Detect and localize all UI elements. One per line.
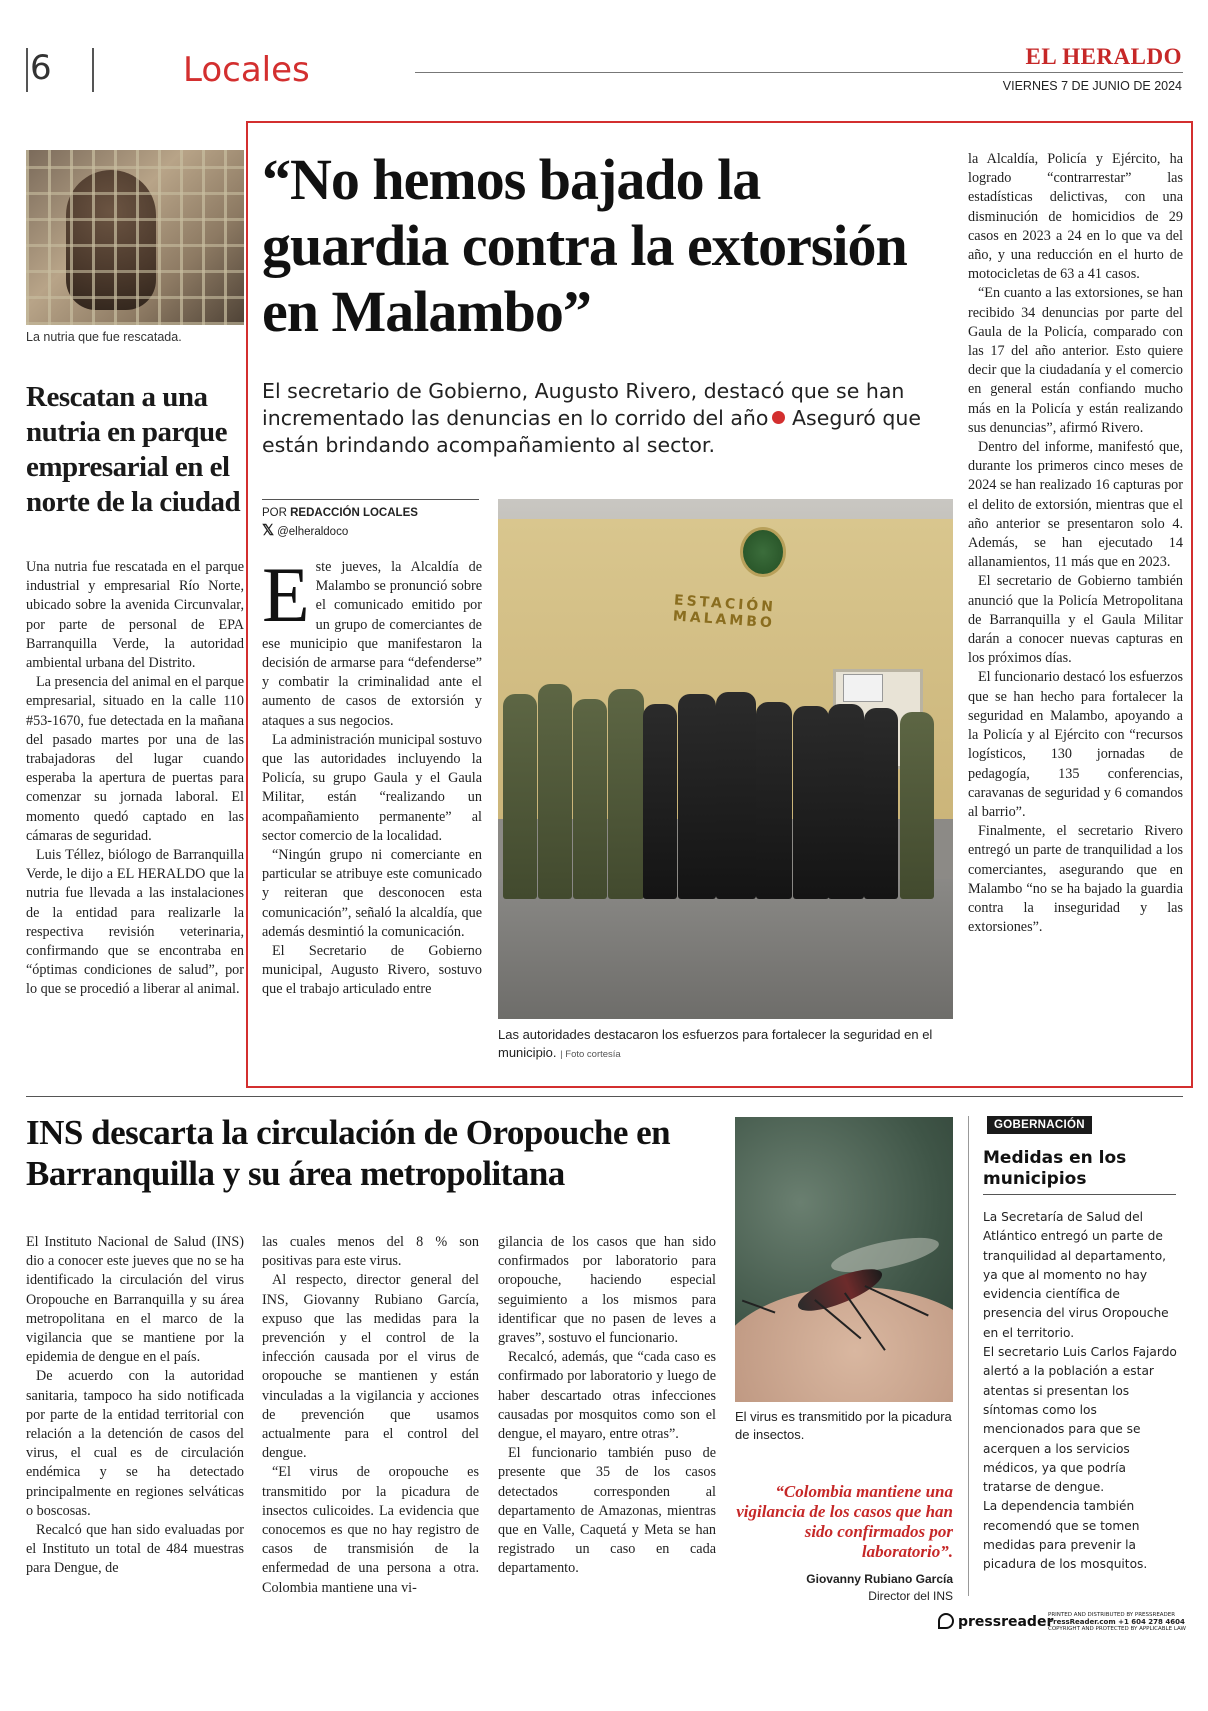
officer-figure [756,702,792,899]
mosquito-photo-caption: El virus es transmitido por la picadura de insectos. [735,1409,952,1442]
red-bullet-icon [772,411,785,424]
officer-figure [608,689,644,899]
issue-date: VIERNES 7 DE JUNIO DE 2024 [1002,79,1182,93]
paragraph: La presencia del animal en el parque empresarial, situado en la calle 110 #53-1670, fue detectada en la mañana del pasado martes por una de las trabajadoras del lugar cuando esperaba la apertura de puertas para comenzar su jornada laboral. El momento quedó captado en las cámaras de seguridad. [26,674,244,844]
paragraph: De acuerdo con la autoridad sanitaria, tampoco ha sido notificada por parte de la entidad territorial con relación a la detención de casos del virus, el cual es de circulación endémica y se ha detectado principalmente en regiones selváticas o boscosas. [26,1368,244,1519]
paragraph: El secretario Luis Carlos Fajardo alertó a la población a estar atentas si presentan los síntomas como los mencionados para que se acerquen a los servicios médicos, ya que podría tratarse de dengue. [983,1345,1177,1495]
otter-article-title: Rescatan a una nutria en parque empresarial en el norte de la ciudad [26,381,241,518]
header-rule [415,72,1183,73]
officer-figure [503,694,537,899]
paragraph: “Ningún grupo ni comerciante en particular se atribuye este comunicado y reiteran que desconocen esta comunicación”, señaló la alcaldía, que además desmintió la comunicación. [262,847,482,940]
police-crest-icon [740,527,786,577]
officer-figure [643,704,677,899]
paragraph: la Alcaldía, Policía y Ejército, ha logrado “contrarrestar” las estadísticas delictivas, con una disminución de homicidios de 29 casos en 2023 a 24 en lo que va del año, y una reducción en el hurto de motocicletas de 63 a 41 casos. [968,151,1183,283]
officer-figure [678,694,716,899]
main-article-title: “No hemos bajado la guardia contra la extorsión en Malambo” [262,147,907,344]
subtitle-line-2: Aseguró que están brindando acompañamiento al sector. [262,406,921,457]
sidebar-title: Medidas en los municipios [983,1148,1127,1189]
officer-figure [538,684,572,899]
officer-figure [828,704,864,899]
subtitle-line-1: El secretario de Gobierno, Augusto Rivero, destacó que se han incrementado las denuncias en lo corrido del año [262,379,905,430]
notice-line: PRINTED AND DISTRIBUTED BY PRESSREADER [1048,1612,1176,1618]
x-logo-icon: 𝕏 [262,522,275,539]
page-number: 6 [30,48,52,88]
otter-article-body [26,558,244,1000]
officer-figure [573,699,607,899]
notice-line: PressReader.com +1 604 278 4604 [1048,1618,1185,1626]
street [498,879,953,1019]
skin-surface [735,1287,953,1402]
paragraph: gilancia de los casos que han sido confirmados por laboratorio para oropouche, haciendo especial seguimiento a los mismos para identificar que no pasen de leves a graves”, sostuvo el funcionario. [498,1234,716,1347]
pressreader-wordmark: pressreader [958,1614,1054,1630]
officer-figure [900,712,934,899]
officer-figure [793,706,829,899]
byline-author: REDACCIÓN LOCALES [290,507,418,519]
ins-article-title: INS descarta la circulación de Oropouche en Barranquilla y su área metropolitana [26,1113,671,1193]
paragraph: Finalmente, el secretario Rivero entregó un parte de tranquilidad a los comerciantes, asegurando que en Malambo “no se ha bajado la guardia contra la inseguridad y las extorsiones”. [968,823,1183,936]
ins-article-column-1 [26,1233,244,1579]
mosquito-wing [828,1231,941,1279]
ins-article-column-3 [498,1233,716,1579]
quote-author-role: Director del INS [868,1589,953,1603]
sidebar-body [983,1208,1178,1575]
header-divider-right [92,48,94,92]
ins-article-column-2 [262,1233,479,1598]
main-article-column-1 [262,551,483,1000]
sidebar-divider [968,1116,969,1596]
byline-handle[interactable]: @elheraldoco [277,526,349,538]
paragraph: Recalcó, además, que “cada caso es confirmado por laboratorio y luego de haber descartado otras infecciones causadas por mosquitos como son el dengue, el mayaro, entre otras”. [498,1349,716,1443]
pressreader-notice [1048,1612,1186,1642]
paragraph: El Instituto Nacional de Salud (INS) dio a conocer este jueves que no se ha identificado la circulación del virus Oropouche en Barranquilla y su área metropolitana en el marco de la vigilancia que se mantiene por la epidemia de dengue en el país. [26,1234,244,1366]
main-photo-caption [498,1026,953,1064]
notice-line: COPYRIGHT AND PROTECTED BY APPLICABLE LAW [1048,1626,1186,1632]
quote-author: Giovanny Rubiano García [806,1572,953,1586]
paragraph: La administración municipal sostuvo que las autoridades incluyendo la Policía, su grupo Gaula y el Gaula Militar, están “realizando un acompañamiento permanente” al sector comercio de la localidad. [262,731,483,844]
station-sign: ESTACIÓN MALAMBO [672,592,777,632]
main-article-column-2 [968,150,1183,937]
sidebar-tag: GOBERNACIÓN [987,1116,1092,1134]
police-station-photo [498,499,953,1019]
paragraph: “En cuanto a las extorsiones, se han recibido 34 denuncias por parte del Gaula de la Policía, comparado con las 17 del año anterior. Esto quiere decir que la ciudadanía y el comercio en general están confiando mucho más en la Policía y están realizando sus denuncias”, afirmó Rivero. [968,285,1183,436]
paragraph: La dependencia también recomendó que se tomen medidas para prevenir la picadura de los mosquitos. [983,1499,1148,1572]
main-article-subtitle [262,378,942,459]
paragraph: Luis Téllez, biólogo de Barranquilla Verde, le dijo a EL HERALDO que la nutria fue llevada a las instalaciones de la entidad para realizarle la respectiva revisión veterinaria, confirmando que se encontraba en “óptimas condiciones de salud”, por lo que se procedió a liberar al animal. [26,847,244,998]
paragraph: Recalcó que han sido evaluadas por el Instituto un total de 484 muestras para Dengue, de [26,1522,244,1577]
paragraph: El Secretario de Gobierno municipal, Augusto Rivero, sostuvo que el trabajo articulado entre [262,943,482,998]
paragraph: El funcionario también puso de presente que 35 de los casos detectados corresponden al departamento de Amazonas, mientras que en Valle, Caquetá y Meta se han registrado un caso en cada departamento. [498,1445,716,1577]
officers-group [498,674,953,899]
mosquito-photo [735,1117,953,1402]
section-name: Locales [183,50,310,90]
section-divider [26,1096,1183,1097]
paragraph-text: ste jueves, la Alcaldía de Malambo se pronunció sobre el comunicado emitido por un grupo de comerciantes de ese municipio que manifestaron la decisión de armarse para “defenderse” y combatir la criminalidad ante el aumento de casos de extorsión y ataques a sus negocios. [262,559,482,729]
paragraph: La Secretaría de Salud del Atlántico entregó un parte de tranquilidad al departamento, ya que al momento no hay evidencia científica de presencia del virus Oropouche en el territorio. [983,1210,1169,1340]
pressreader-logo [938,1613,1053,1630]
paragraph: El secretario de Gobierno también anunció que la Policía Metropolitana de Barranquilla y el Gaula Militar darán a conocer nuevas capturas en los próximos días. [968,573,1183,667]
dropcap: E [262,551,310,638]
pull-quote: “Colombia mantiene una vigilancia de los casos que han sido confirmados por laboratorio”. [736,1482,953,1561]
byline-prefix: POR [262,507,287,519]
paragraph: “El virus de oropouche es transmitido por la picadura de insectos culicoides. La evidencia que conocemos es que no hay registro de casos de transmisión de la enfermedad de una persona a otra. Colombia mantiene una vi- [262,1464,479,1596]
header-divider-left [26,48,28,92]
paragraph: Dentro del informe, manifestó que, durante los primeros cinco meses de 2024 se han realizado 16 capturas por el delito de extorsión, mientras que el año anterior se presentaron solo 4. Además, se han ejecutado 14 allanamientos, 11 más que en 2023. [968,439,1183,571]
otter-photo-caption: La nutria que fue rescatada. [26,330,182,344]
paragraph [262,551,482,731]
officer-figure [716,692,756,899]
pressreader-icon [938,1613,954,1629]
newspaper-logo: EL HERALDO [1025,44,1182,69]
paragraph: Una nutria fue rescatada en el parque industrial y empresarial Río Norte, ubicado sobre la avenida Circunvalar, por parte de personal de EPA Barranquilla Verde, la autoridad ambiental urbana del Distrito. [26,559,244,672]
byline [262,505,418,541]
caption-text: Las autoridades destacaron los esfuerzos para fortalecer la seguridad en el municipio. [498,1027,933,1060]
paragraph: las cuales menos del 8 % son positivas para este virus. [262,1234,479,1270]
otter-photo [26,150,244,325]
officer-figure [864,708,898,899]
paragraph: El funcionario destacó los esfuerzos que se han hecho para fortalecer la seguridad en Malambo, apoyando a la Policía y al Ejército con “recursos logísticos, 130 jornadas de pedagogía, 135 conferencias, caravanas de seguridad y 6 comandos al barrio”. [968,669,1183,820]
byline-rule [262,499,479,500]
sidebar-rule [983,1194,1176,1195]
cage-bars [26,150,244,325]
photo-credit: | Foto cortesía [560,1049,621,1060]
paragraph: Al respecto, director general del INS, Giovanny Rubiano García, expuso que las medidas para la prevención y el control de la infección causada por el virus de oropouche se mantienen y están vinculadas a la vigilancia y acciones de prevención que usamos actualmente para el control del dengue. [262,1272,479,1462]
